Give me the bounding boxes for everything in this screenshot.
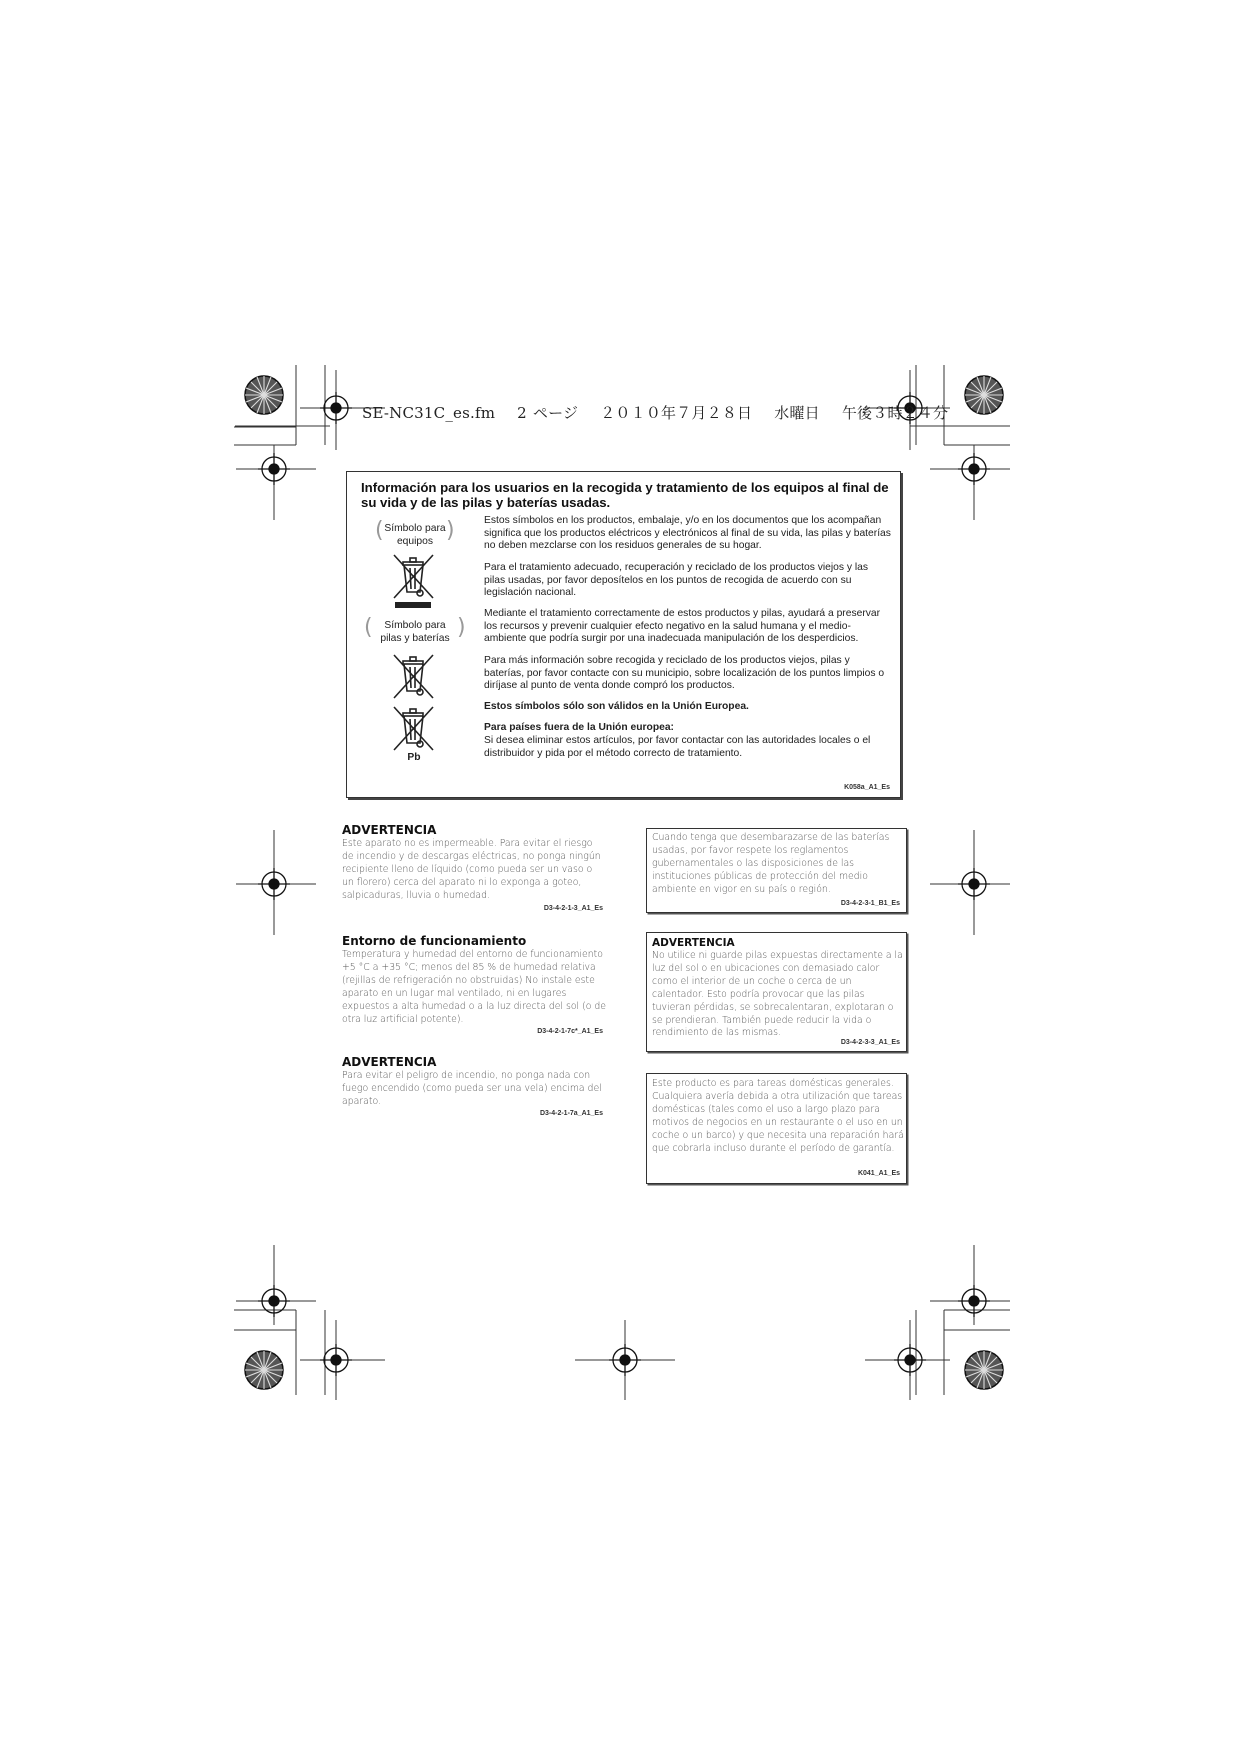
info-box-code: K058a_A1_Es [844,784,890,791]
eu-only-note: Estos símbolos sólo son válidos en la Unión Europea. [484,701,749,712]
header-page-word: ページ [532,404,579,422]
paren-left-icon: ( [364,615,373,640]
outside-eu-text: Si desea eliminar estos artículos, por favor contactar con las autoridades locales o el distribuidor y pida por el método correcto de tratamiento. [484,735,871,759]
header-weekday: 水曜日 [774,404,820,422]
warning-body-2: Para evitar el peligro de incendio, no ponga nada con fuego encendido (como pueda ser una vela) encima del aparato. [342,1070,602,1107]
info-paragraph-4: Para más información sobre recogida y reciclado de los productos viejos, pilas y baterías, por favor contacte con su municipio, sobre localización de los puntos limpios o diríjase al punto de venta donde compró los productos. [484,655,885,692]
header-filename: SE-NC31C_es.fm [362,404,496,422]
crossed-bin-batteries-icon [391,653,437,701]
header-time: 午後３時２４分 [841,404,949,422]
crossed-bin-pb-icon [391,705,437,753]
warning-code-1: D3-4-2-1-3_A1_Es [543,905,603,912]
warning-title-1: ADVERTENCIA [342,823,437,837]
battery-warning-title: ADVERTENCIA [652,937,735,949]
warning-code-2: D3-4-2-1-7a_A1_Es [539,1110,603,1117]
battery-warning-box [646,932,907,1052]
crossed-bin-equipment-icon [391,552,437,610]
environment-code: D3-4-2-1-7c*_A1_Es [537,1028,603,1035]
warning-body-1: Este aparato no es impermeable. Para evitar el riesgo de incendio y de descargas eléctricas, no ponga ningún recipiente lleno de líquido (como pueda ser un vaso o un florero) cerca del aparato ni lo exponga a goteo, salpicaduras, lluvia o humedad. [342,838,601,901]
battery-warning-code: D3-4-2-3-3_A1_Es [840,1039,900,1046]
battery-warning-body: No utilice ni guarde pilas expuestas directamente a la luz del sol o en ubicaciones con demasiado calor como el interior de un coche o cerca de un calentador. Esto podría provocar que las pilas tuvieran pérdidas, se sobrecalentaran, explotaran o se prendieran. También puede reducir la vida o rendimiento de las mismas. [652,950,903,1039]
header-page-num: 2 [517,404,527,422]
household-use-box [646,1073,907,1184]
symbol-batteries-label: Símbolo para pilas y baterías [380,620,450,644]
paren-right-icon: ) [446,518,455,543]
warning-title-2: ADVERTENCIA [342,1055,437,1069]
paren-left-icon: ( [375,518,384,543]
battery-disposal-code: D3-4-2-3-1_B1_Es [840,900,900,907]
battery-disposal-body: Cuando tenga que desembarazarse de las baterías usadas, por favor respete los reglamentos gubernamentales o las disposiciones de las instituciones públicas de protección del medio ambiente en vigor en su país o región. [652,832,890,895]
environment-title: Entorno de funcionamiento [342,934,527,948]
info-paragraph-1: Estos símbolos en los productos, embalaje, y/o en los documentos que los acompañan significa que los productos eléctricos y electrónicos al final de su vida, las pilas y baterías no deben mezclarse con los residuos generales de su hogar. [484,515,891,552]
battery-disposal-box [646,828,907,913]
paren-right-icon: ) [457,615,466,640]
file-header [362,402,970,423]
household-use-code: K041_A1_Es [857,1170,900,1177]
outside-eu-title: Para países fuera de la Unión europea: [484,722,674,733]
pb-label: Pb [407,752,421,763]
symbol-equipment-label: Símbolo para equipos [384,523,446,547]
info-paragraph-3: Mediante el tratamiento correctamente de estos productos y pilas, ayudará a preservar los recursos y prevenir cualquier efecto negativo en la salud humana y el medio-ambiente que podría surgir por una inadecuada manipulación de los desperdicios. [484,608,881,645]
household-use-body: Este producto es para tareas domésticas generales. Cualquiera avería debida a otra utilización que tareas domésticas (tales como el uso a largo plazo para motivos de negocios en un restaurante o el uso en un coche o un barco) y que necesita una reparación hará que cobrarla incluso durante el período de garantía. [652,1078,904,1154]
environment-body: Temperatura y humedad del entorno de funcionamiento +5 °C a +35 °C; menos del 85 % de humedad relativa (rejillas de refrigeración no obstruidas) No instale este aparato en un lugar mal ventilado, ni en lugares expuestos a alta humedad o a la luz directa del sol (o de otra luz artificial potente). [342,949,606,1025]
info-box-title: Información para los usuarios en la recogida y tratamiento de los equipos al final de su vida y de las pilas y baterías usadas. [361,480,889,510]
header-date: ２０１０年７月２８日 [600,404,753,422]
info-paragraph-2: Para el tratamiento adecuado, recuperación y reciclado de los productos viejos y las pilas usadas, por favor deposítelos en los puntos de recogida de acuerdo con su legislación nacional. [484,562,869,599]
weee-info-box [346,471,901,798]
